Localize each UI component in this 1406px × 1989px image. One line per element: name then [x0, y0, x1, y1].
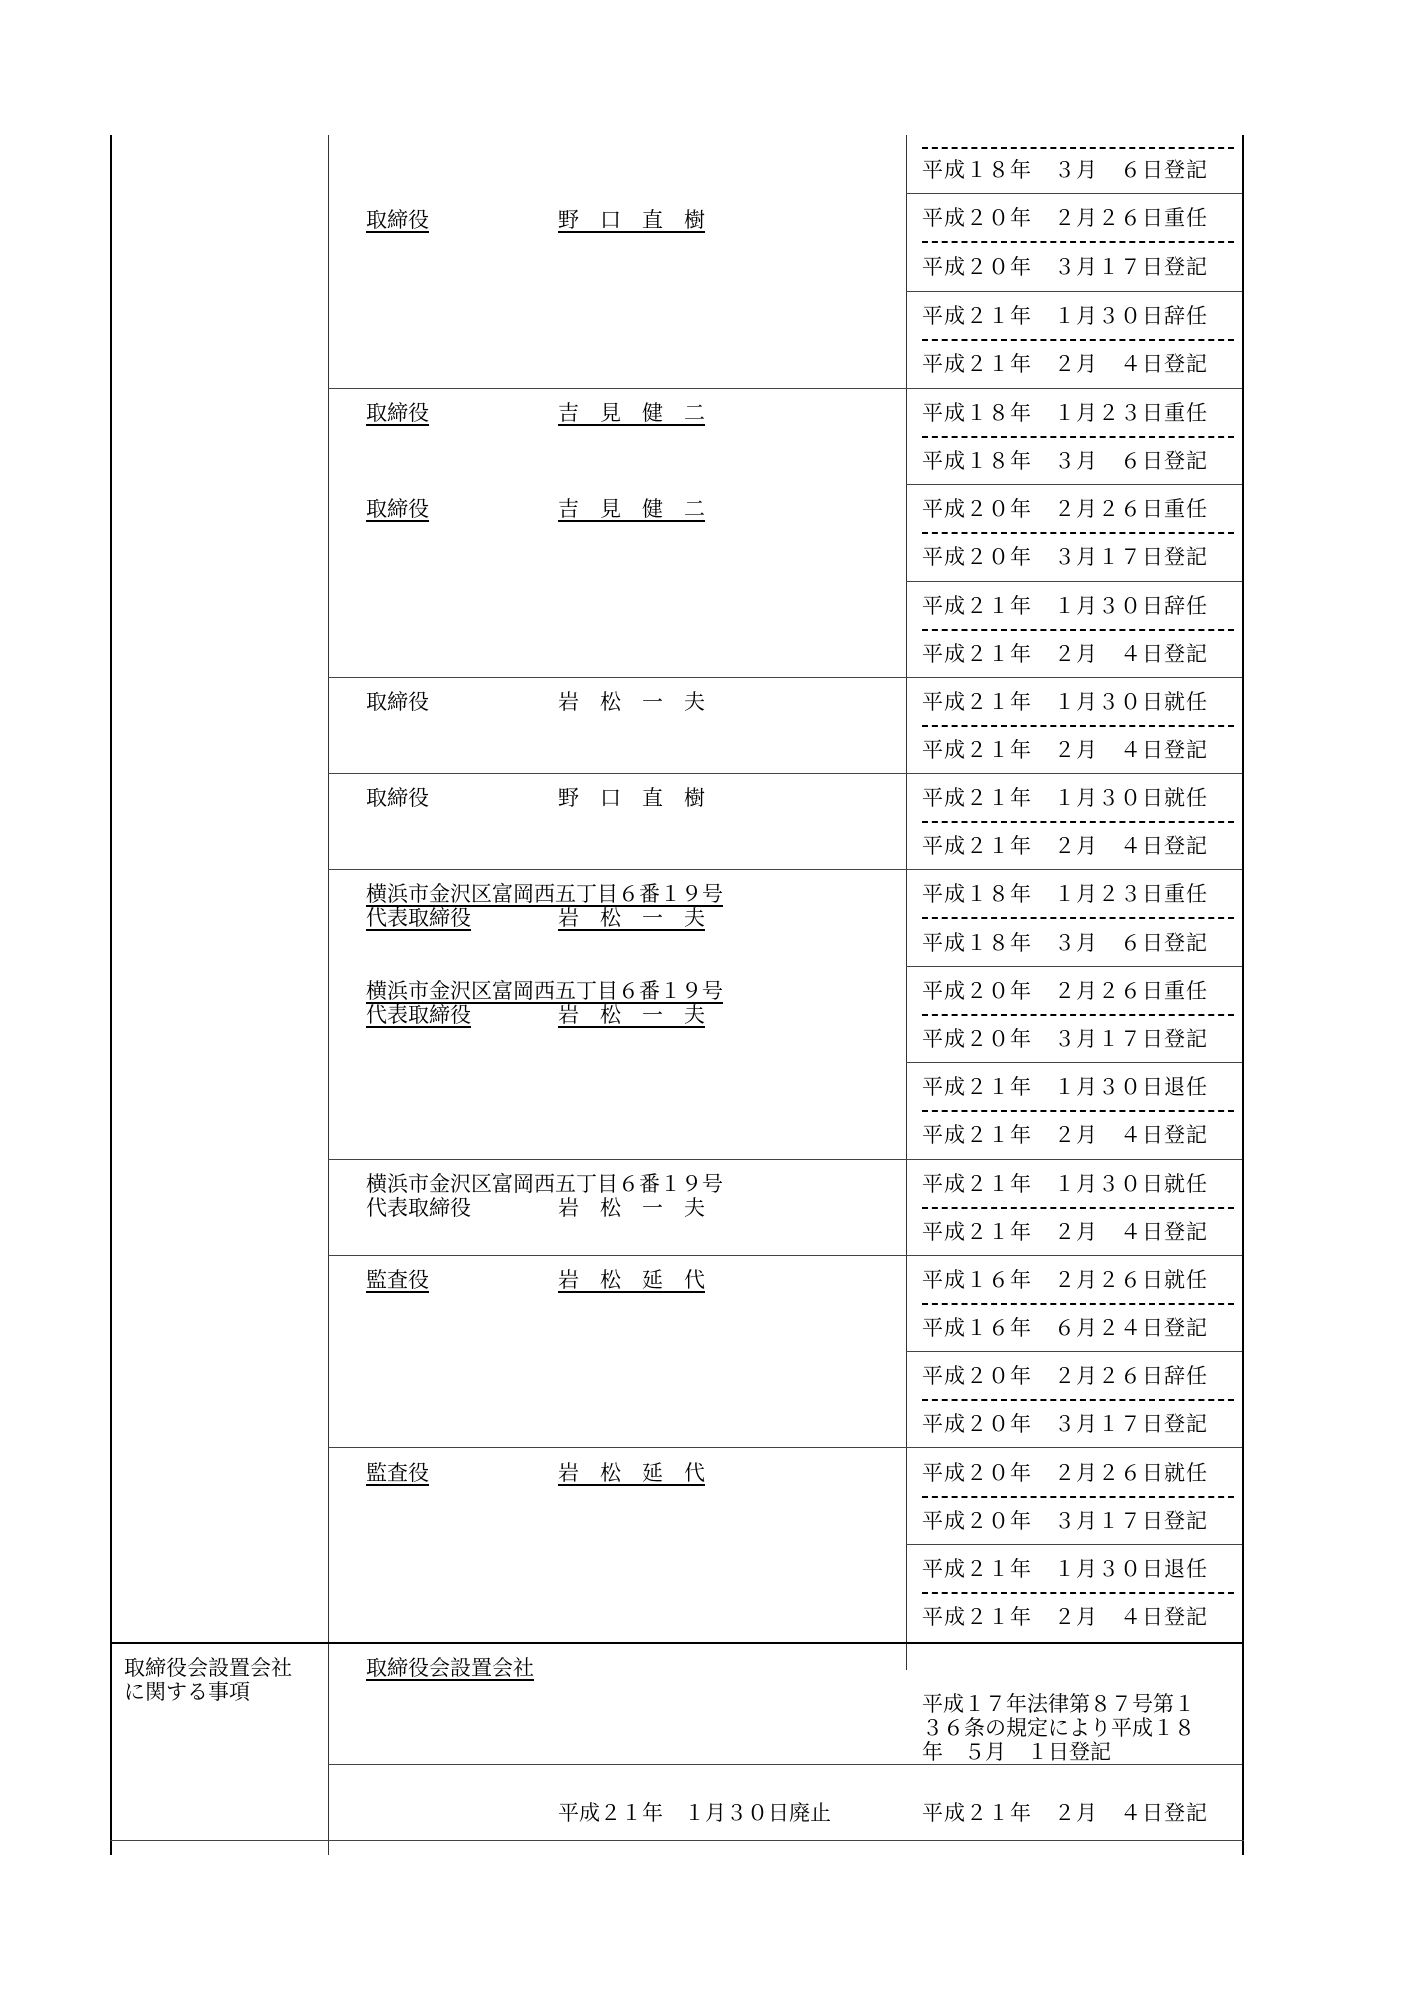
- date-entry: 平成２０年 ２月２６日重任: [922, 979, 1208, 1003]
- date-entry: 平成２０年 ２月２６日就任: [922, 1461, 1208, 1485]
- dashed-separator: [922, 1399, 1234, 1401]
- date-entry: 平成２１年 １月３０日就任: [922, 690, 1208, 714]
- row-separator: [328, 1447, 1242, 1448]
- director-name: 岩 松 一 夫: [558, 690, 705, 714]
- date-entry: 平成２０年 ３月１７日登記: [922, 545, 1208, 569]
- date-entry: 平成２１年 ２月 ４日登記: [922, 834, 1208, 858]
- date-entry: 平成２１年 １月３０日就任: [922, 786, 1208, 810]
- director-role: 取締役: [366, 690, 429, 714]
- row-separator: [906, 1351, 1242, 1352]
- section-divider: [110, 1642, 1244, 1644]
- row-separator: [328, 1159, 1242, 1160]
- row-separator: [906, 1062, 1242, 1063]
- date-entry: 平成２０年 ３月１７日登記: [922, 1509, 1208, 1533]
- row-separator: [906, 1544, 1242, 1545]
- auditor-role: 監査役: [366, 1461, 429, 1485]
- dashed-separator: [922, 1303, 1234, 1305]
- date-entry: 平成２１年 １月３０日退任: [922, 1557, 1208, 1581]
- row-separator: [328, 773, 1242, 774]
- dashed-separator: [922, 339, 1234, 341]
- date-entry: 平成２１年 ２月 ４日登記: [922, 1605, 1208, 1629]
- director-role: 取締役: [366, 497, 429, 521]
- date-entry: 平成２０年 ２月２６日重任: [922, 497, 1208, 521]
- dashed-separator: [922, 917, 1234, 919]
- dashed-separator: [922, 147, 1234, 149]
- board-note: 平成１７年法律第８７号第１: [922, 1692, 1195, 1716]
- dashed-separator: [922, 241, 1234, 243]
- date-entry: 平成２１年 １月３０日退任: [922, 1075, 1208, 1099]
- date-entry: 平成２１年 ２月 ４日登記: [922, 738, 1208, 762]
- date-entry: 平成１６年 ２月２６日就任: [922, 1268, 1208, 1292]
- auditor-name: 岩 松 延 代: [558, 1268, 705, 1292]
- row-separator: [328, 1764, 1242, 1765]
- date-entry: 平成２１年 ２月 ４日登記: [922, 352, 1208, 376]
- dashed-separator: [922, 725, 1234, 727]
- date-entry: 平成１８年 １月２３日重任: [922, 882, 1208, 906]
- auditor-name: 岩 松 延 代: [558, 1461, 705, 1485]
- row-separator: [906, 484, 1242, 485]
- representative-address: 横浜市金沢区富岡西五丁目６番１９号: [366, 882, 723, 906]
- abolished-date: 平成２１年 １月３０日廃止: [558, 1801, 831, 1825]
- date-entry: 平成２１年 １月３０日辞任: [922, 594, 1208, 618]
- row-separator: [328, 388, 1242, 389]
- section-heading: に関する事項: [124, 1680, 250, 1704]
- abolished-registered: 平成２１年 ２月 ４日登記: [922, 1801, 1208, 1825]
- board-note: ３６条の規定により平成１８: [922, 1716, 1195, 1740]
- date-entry: 平成２１年 ２月 ４日登記: [922, 642, 1208, 666]
- representative-role: 代表取締役: [366, 1003, 471, 1027]
- section-heading: 取締役会設置会社: [124, 1656, 292, 1680]
- representative-name: 岩 松 一 夫: [558, 1003, 705, 1027]
- dashed-separator: [922, 532, 1234, 534]
- date-entry: 平成１８年 １月２３日重任: [922, 401, 1208, 425]
- left-border: [110, 135, 112, 1855]
- row-separator: [328, 1255, 1242, 1256]
- director-role: 取締役: [366, 208, 429, 232]
- date-entry: 平成２０年 ３月１７日登記: [922, 1412, 1208, 1436]
- director-name: 吉 見 健 二: [558, 497, 705, 521]
- row-separator: [110, 1840, 1244, 1841]
- representative-role: 代表取締役: [366, 906, 471, 930]
- representative-address: 横浜市金沢区富岡西五丁目６番１９号: [366, 1172, 723, 1196]
- date-entry: 平成１８年 ３月 ６日登記: [922, 158, 1208, 182]
- date-entry: 平成１８年 ３月 ６日登記: [922, 449, 1208, 473]
- date-entry: 平成１８年 ３月 ６日登記: [922, 931, 1208, 955]
- dashed-separator: [922, 1014, 1234, 1016]
- col-divider-1: [328, 135, 329, 1855]
- dashed-separator: [922, 1207, 1234, 1209]
- dashed-separator: [922, 1496, 1234, 1498]
- date-entry: 平成２１年 １月３０日辞任: [922, 304, 1208, 328]
- representative-role: 代表取締役: [366, 1196, 471, 1220]
- row-separator: [906, 966, 1242, 967]
- director-name: 吉 見 健 二: [558, 401, 705, 425]
- date-entry: 平成１６年 ６月２４日登記: [922, 1316, 1208, 1340]
- director-role: 取締役: [366, 786, 429, 810]
- date-entry: 平成２１年 ２月 ４日登記: [922, 1123, 1208, 1147]
- dashed-separator: [922, 821, 1234, 823]
- dashed-separator: [922, 1110, 1234, 1112]
- representative-name: 岩 松 一 夫: [558, 1196, 705, 1220]
- date-entry: 平成２１年 ２月 ４日登記: [922, 1220, 1208, 1244]
- row-separator: [328, 869, 1242, 870]
- director-name: 野 口 直 樹: [558, 786, 705, 810]
- date-entry: 平成２０年 ３月１７日登記: [922, 1027, 1208, 1051]
- row-separator: [328, 677, 1242, 678]
- director-role: 取締役: [366, 401, 429, 425]
- director-name: 野 口 直 樹: [558, 208, 705, 232]
- dashed-separator: [922, 1592, 1234, 1594]
- representative-address: 横浜市金沢区富岡西五丁目６番１９号: [366, 979, 723, 1003]
- row-separator: [906, 193, 1242, 194]
- board-value: 取締役会設置会社: [366, 1656, 534, 1680]
- dashed-separator: [922, 629, 1234, 631]
- board-note: 年 ５月 １日登記: [922, 1740, 1111, 1764]
- date-entry: 平成２０年 ３月１７日登記: [922, 255, 1208, 279]
- date-entry: 平成２０年 ２月２６日辞任: [922, 1364, 1208, 1388]
- row-separator: [906, 291, 1242, 292]
- auditor-role: 監査役: [366, 1268, 429, 1292]
- col-divider-2: [906, 135, 907, 1670]
- date-entry: 平成２０年 ２月２６日重任: [922, 206, 1208, 230]
- representative-name: 岩 松 一 夫: [558, 906, 705, 930]
- row-separator: [906, 581, 1242, 582]
- dashed-separator: [922, 436, 1234, 438]
- right-border: [1242, 135, 1244, 1855]
- date-entry: 平成２１年 １月３０日就任: [922, 1172, 1208, 1196]
